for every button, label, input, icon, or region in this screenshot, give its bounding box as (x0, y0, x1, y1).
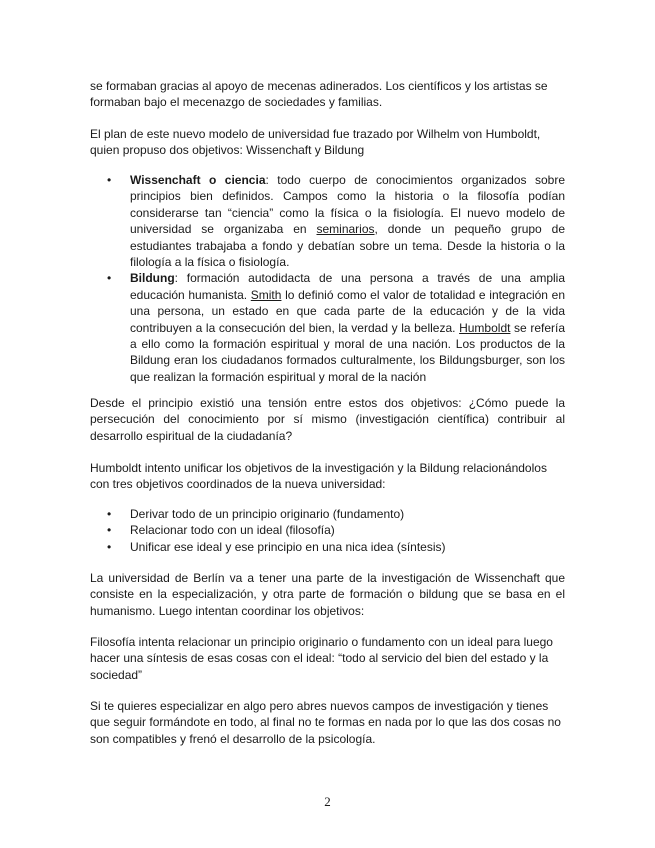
definition-text: : formación autodidacta de una persona a través de una amplia educación humanista. (130, 271, 565, 302)
objectives-list (90, 172, 565, 385)
paragraph-mecenas: se formaban gracias al apoyo de mecenas adinerados. Los científicos y los artistas se formaban bajo el mecenazgo de sociedades y familias. (90, 79, 548, 110)
list-item (90, 522, 565, 538)
bullet-icon: • (107, 507, 112, 521)
bullet-icon: • (107, 523, 112, 538)
paragraph-especializar: Si te quieres especializar en algo pero abres nuevos campos de investigación y tienes que seguir formándote en todo, al final no te formas en nada por lo que las dos cosas no son compatibles y frenó el desarrollo de la psicología. (90, 699, 561, 746)
list-item-text: Unificar ese ideal y ese principio en una nica idea (síntesis) (130, 539, 446, 554)
definition-text: : todo cuerpo de conocimientos organizados sobre principios bien definidos. Campos como la historia o la filosofía podían considerarse tan “ciencia” como la física o la fisiología. El nuevo modelo de universidad se organizaba en (130, 173, 565, 237)
definition-text: , donde un pequeño grupo de estudiantes trabajaba a fondo y debatían sobre un tema. Desde la historia o la filología a la física o fisiología. (130, 222, 565, 270)
paragraph-berlin: La universidad de Berlín va a tener una parte de la investigación de Wissenchaft que consiste en la especialización, y otra parte de formación o bildung que se basa en el humanismo. Luego intentan coordinar los objetivos: (90, 571, 565, 618)
definition-text: se refería a ello como la formación espiritual y moral de una nación. Los productos de la Bildung eran los ciudadanos formados culturalmente, los Bildungsburger, son los que realizan la formación espiritual y moral de la nación (130, 320, 566, 384)
term-wissenchaft: Wissenchaft o ciencia (130, 173, 266, 187)
paragraph-plan-humboldt: El plan de este nuevo modelo de universidad fue trazado por Wilhelm von Humboldt, quien propuso dos objetivos: Wissenchaft y Bildung (90, 127, 541, 158)
definition-text: lo definió como el valor de totalidad e integración en una persona, un estado en que cada parte de la educación y de la vida contribuyen a la consecución del bien, la verdad y la belleza. (130, 287, 566, 335)
coordinated-objectives-list (90, 506, 565, 555)
list-item (90, 539, 565, 555)
link-seminarios[interactable]: seminarios (316, 222, 375, 237)
bullet-icon: • (107, 173, 112, 187)
link-smith[interactable]: Smith (250, 287, 282, 302)
bullet-icon: • (107, 271, 112, 286)
list-item-bildung (90, 270, 565, 385)
list-item (90, 506, 565, 522)
page-number: 2 (324, 794, 331, 809)
term-bildung: Bildung (130, 271, 175, 286)
paragraph-filosofia: Filosofía intenta relacionar un principio originario o fundamento con un ideal para luego hacer una síntesis de esas cosas con el ideal: “todo al servicio del bien del estado y la sociedad” (90, 635, 553, 682)
link-humboldt[interactable]: Humboldt (459, 320, 511, 335)
bullet-icon: • (107, 539, 112, 554)
list-item-text: Relacionar todo con un ideal (filosofía) (130, 523, 335, 538)
list-item-wissenchaft (90, 172, 565, 270)
paragraph-unificar: Humboldt intento unificar los objetivos de la investigación y la Bildung relacionándolos con tres objetivos coordinados de la nueva universidad: (90, 461, 547, 492)
list-item-text: Derivar todo de un principio originario (fundamento) (130, 507, 405, 521)
paragraph-tension: Desde el principio existió una tensión entre estos dos objetivos: ¿Cómo puede la persecución del conocimiento por sí mismo (investigación científica) contribuir al desarrollo espiritual de la ciudadanía? (90, 396, 565, 443)
